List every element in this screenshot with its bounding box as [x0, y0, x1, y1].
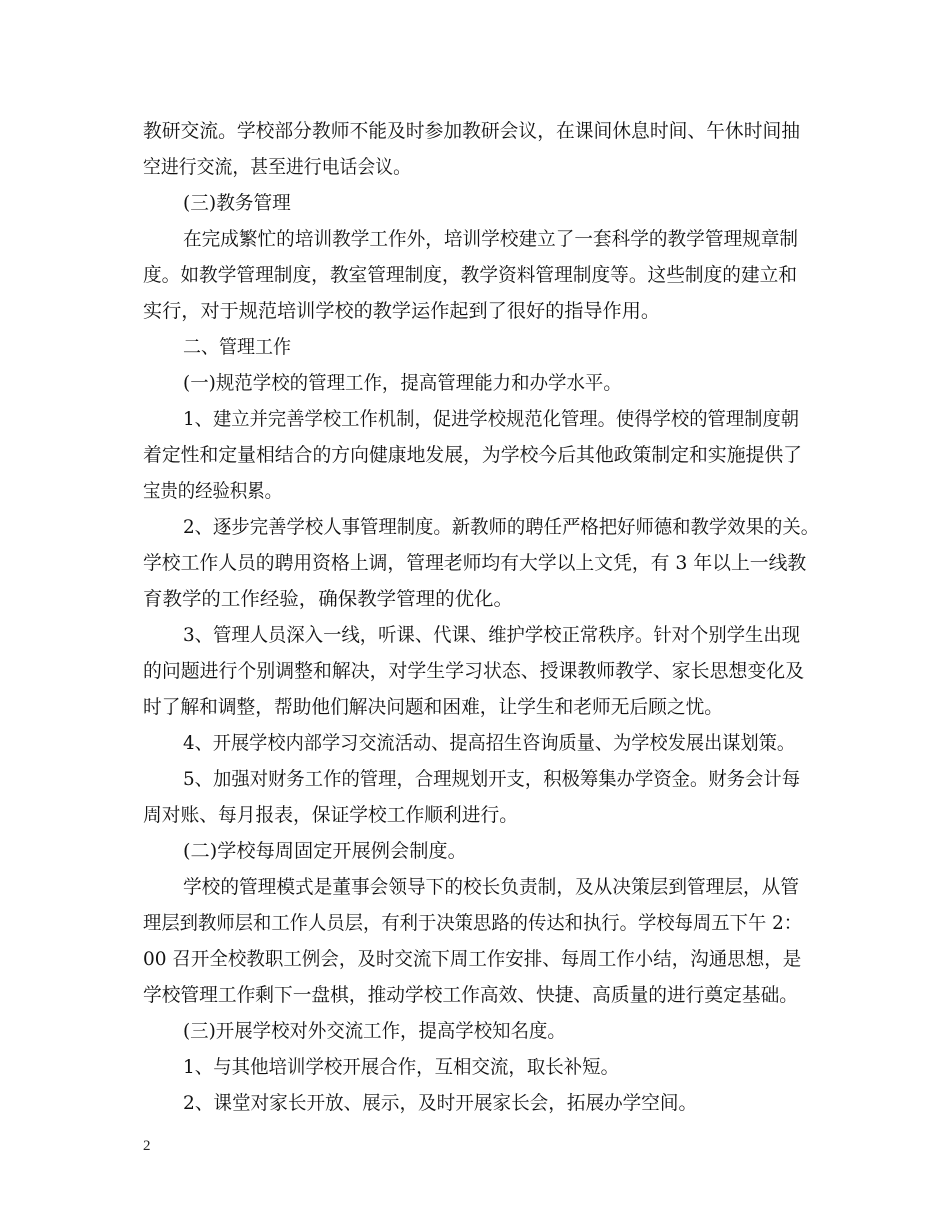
text-line: 2、逐步完善学校人事管理制度。新教师的聘任严格把好师德和教学效果的关。 [183, 516, 820, 538]
text-line: 实行，对于规范培训学校的教学运作起到了很好的指导作用。 [143, 300, 661, 322]
text-line: 5、加强对财务工作的管理，合理规划开支，积极筹集办学资金。财务会计每 [183, 768, 801, 790]
text-line: 的问题进行个别调整和解决，对学生学习状态、授课教师教学、家长思想变化及 [143, 660, 805, 682]
text-line: 4、开展学校内部学习交流活动、提高招生咨询质量、为学校发展出谋划策。 [183, 732, 796, 754]
section-heading: 二、管理工作 [183, 336, 292, 358]
text-line: 学校管理工作剩下一盘棋，推动学校工作高效、快捷、高质量的进行奠定基础。 [143, 984, 799, 1006]
subsection-heading: (三)开展学校对外交流工作，提高学校知名度。 [183, 1020, 566, 1042]
text-line: 着定性和定量相结合的方向健康地发展，为学校今后其他政策制定和实施提供了 [143, 444, 803, 466]
subsection-heading: (二)学校每周固定开展例会制度。 [183, 840, 467, 862]
text-line: 时了解和调整，帮助他们解决问题和困难，让学生和老师无后顾之忧。 [143, 696, 724, 718]
text-line: 空进行交流，甚至进行电话会议。 [143, 156, 412, 178]
text-line: 1、建立并完善学校工作机制，促进学校规范化管理。使得学校的管理制度朝 [183, 408, 800, 430]
text-line: 育教学的工作经验，确保教学管理的优化。 [143, 588, 514, 610]
page-number: 2 [143, 1138, 151, 1154]
text-line: 周对账、每月报表，保证学校工作顺利进行。 [143, 804, 519, 826]
text-line: 度。如教学管理制度，教室管理制度，教学资料管理制度等。这些制度的建立和 [143, 264, 798, 286]
text-line: 理层到教师层和工作人员层，有利于决策思路的传达和执行。学校每周五下午 2： [143, 912, 803, 934]
text-line: 3、管理人员深入一线，听课、代课、维护学校正常秩序。针对个别学生出现 [183, 624, 801, 646]
text-line: 教研交流。学校部分教师不能及时参加教研会议，在课间休息时间、午休时间抽 [143, 120, 801, 142]
text-line: 宝贵的经验积累。 [143, 480, 283, 502]
text-line: 学校的管理模式是董事会领导下的校长负责制，及从决策层到管理层，从管 [183, 876, 800, 898]
text-line: 在完成繁忙的培训教学工作外，培训学校建立了一套科学的教学管理规章制 [183, 228, 799, 250]
text-line: 00 召开全校教职工例会，及时交流下周工作安排、每周工作小结，沟通思想，是 [143, 948, 802, 970]
text-line: 1、与其他培训学校开展合作，互相交流，取长补短。 [183, 1056, 620, 1078]
text-line: 2、课堂对家长开放、展示，及时开展家长会，拓展办学空间。 [183, 1092, 698, 1114]
section-heading: (三)教务管理 [183, 192, 291, 214]
text-line: 学校工作人员的聘用资格上调，管理老师均有大学以上文凭，有 3 年以上一线教 [143, 552, 807, 574]
subsection-heading: (一)规范学校的管理工作，提高管理能力和办学水平。 [183, 372, 622, 394]
